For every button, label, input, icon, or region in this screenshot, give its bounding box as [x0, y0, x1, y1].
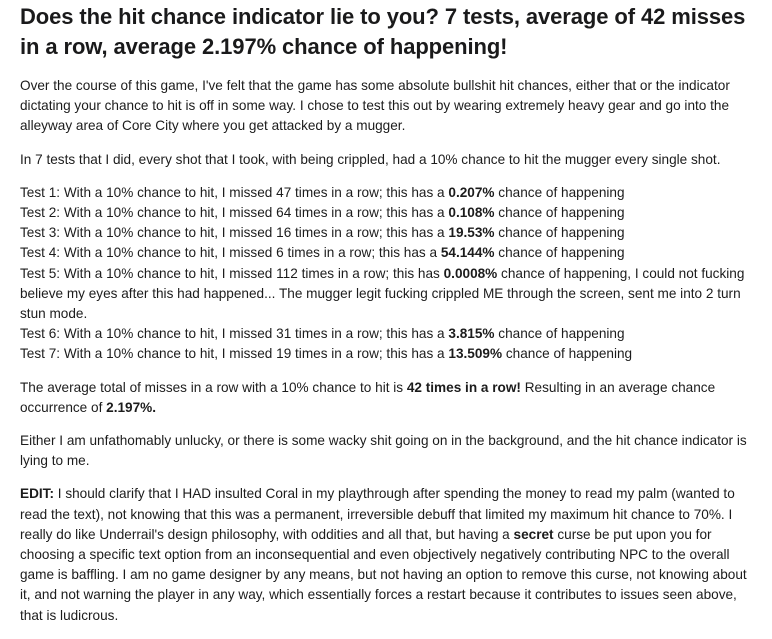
post-body [20, 76, 755, 626]
test-line-5: Test 5: With a 10% chance to hit, I missed 112 times in a row; this has 0.0008% chance of happening, I could not fucking believe my eyes after this had happened... The mugger legit fucking crippled ME through the screen, sent me into 2 turn stun mode. [20, 265, 745, 322]
average-chance: 2.197%. [106, 399, 157, 415]
setup-paragraph: In 7 tests that I did, every shot that I took, with being crippled, had a 10% chance to hit the mugger every single shot. [20, 151, 721, 167]
post-title: Does the hit chance indicator lie to you? 7 tests, average of 42 misses in a row, average 2.197% chance of happening! [20, 4, 746, 59]
edit-paragraph: EDIT: I should clarify that I HAD insulted Coral in my playthrough after spending the money to read my palm (wanted to read the text), not knowing that this was a permanent, irreversible debuff that limited my maximum hit chance to 70%. I really do like Underrail's design philosophy, with oddities and all that, but having a secret curse be put upon you for choosing a specific text option from an inconsequential and even objectively negatively contributing NPC to the overall game is baffling. I am no game designer by any means, but not having an option to remove this curse, not knowing about it, and not warning the player in any way, which essentially forces a restart because it contributes to issues seen above, that is ludicrous. [20, 486, 747, 623]
test-line-6: Test 6: With a 10% chance to hit, I missed 31 times in a row; this has a 3.815% chance of happening [20, 326, 625, 342]
test-line-3: Test 3: With a 10% chance to hit, I missed 16 times in a row; this has a 19.53% chance of happening [20, 225, 625, 241]
test-line-2: Test 2: With a 10% chance to hit, I missed 64 times in a row; this has a 0.108% chance of happening [20, 205, 625, 221]
test-line-1: Test 1: With a 10% chance to hit, I missed 47 times in a row; this has a 0.207% chance of happening [20, 184, 625, 200]
post [20, 0, 755, 639]
intro-paragraph: Over the course of this game, I've felt that the game has some absolute bullshit hit chances, either that or the indicator dictating your chance to hit is off in some way. I chose to test this out by wearing extremely heavy gear and go into the alleyway area of Core City where you get attacked by a mugger. [20, 78, 730, 134]
edit-label: EDIT: [20, 486, 54, 502]
average-misses: 42 times in a row! [406, 379, 521, 395]
test-line-7: Test 7: With a 10% chance to hit, I missed 19 times in a row; this has a 13.509% chance of happening [20, 346, 633, 362]
average-paragraph: The average total of misses in a row with a 10% chance to hit is 42 times in a row! Resulting in an average chance occurrence of 2.197%. [20, 379, 716, 415]
tests-paragraph [20, 183, 755, 365]
conclusion-paragraph: Either I am unfathomably unlucky, or there is some wacky shit going on in the background, and the hit chance indicator is lying to me. [20, 433, 747, 469]
test-line-4: Test 4: With a 10% chance to hit, I missed 6 times in a row; this has a 54.144% chance of happening [20, 245, 625, 261]
secret-emphasis: secret [513, 526, 554, 542]
